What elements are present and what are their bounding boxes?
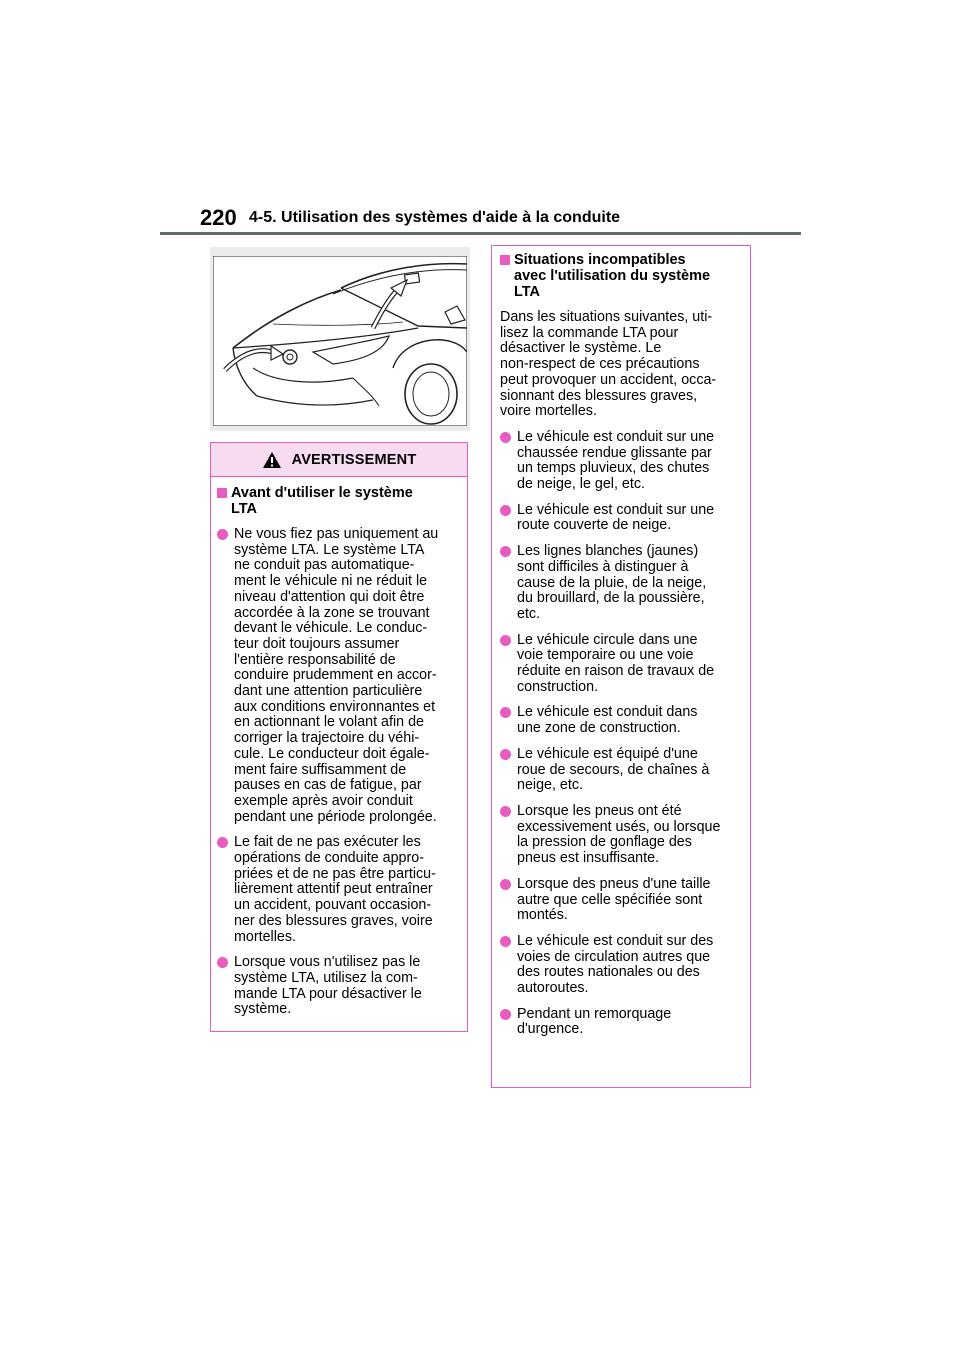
list-item: Le véhicule est conduit dans une zone de construction. [500,705,744,736]
incompatible-subheading: Situations incompatibles avec l'utilisation du système LTA [500,252,744,300]
car-front-camera-illustration-icon [213,256,467,426]
incompatible-situations-box [491,245,751,1088]
bullet-dot-icon [500,1009,511,1020]
warning-header [211,443,467,477]
list-item: Lorsque vous n'utilisez pas le système LTA, utilisez la com- mande LTA pour désactiver le système. [217,955,461,1018]
bullet-dot-icon [500,806,511,817]
list-item: Pendant un remorquage d'urgence. [500,1007,744,1038]
list-item: Le véhicule est conduit sur des voies de circulation autres que des routes nationales ou des autoroutes. [500,934,744,997]
bullet-dot-icon [217,529,228,540]
page-number: 220 [200,205,237,230]
bullet-dot-icon [500,879,511,890]
list-item: Ne vous fiez pas uniquement au système LTA. Le système LTA ne conduit pas automatique- ment le véhicule ni ne réduit le niveau d'attention qui doit être accordée à la zone se trouvant devant le véhicule. Le conduc- teur doit toujours assumer l'entière responsabilité de conduire prudemment en accor- dant une attention particulière aux conditions environnantes et en actionnant le volant afin de corriger la trajectoire du véhi- cule. Le conducteur doit égale- ment faire suffisamment de pauses en cas de fatigue, par exemple après avoir conduit pendant une période prolongée. [217,527,461,825]
bullet-dot-icon [500,432,511,443]
bullet-dot-icon [500,707,511,718]
car-illustration [210,247,470,431]
list-item: Le véhicule est équipé d'une roue de secours, de chaînes à neige, etc. [500,747,744,794]
list-item: Le véhicule circule dans une voie temporaire ou une voie réduite en raison de travaux de construction. [500,633,744,696]
list-item: Lorsque les pneus ont été excessivement usés, ou lorsque la pression de gonflage des pneus est insuffisante. [500,804,744,867]
warning-label: AVERTISSEMENT [291,451,417,468]
square-bullet-icon [217,488,227,498]
bullet-dot-icon [217,957,228,968]
warning-subheading: Avant d'utiliser le système LTA [217,485,461,517]
intro-paragraph: Dans les situations suivantes, uti- lisez la commande LTA pour désactiver le système. Le non-respect de ces précautions peut provoquer un accident, occa- sionnant des blessures graves, voire mortelles. [500,309,717,420]
bullet-dot-icon [217,837,228,848]
list-item: Les lignes blanches (jaunes) sont difficiles à distinguer à cause de la pluie, de la neige, du brouillard, de la poussière, etc. [500,544,744,623]
warning-box [210,442,468,1032]
list-item: Lorsque des pneus d'une taille autre que celle spécifiée sont montés. [500,877,744,924]
list-item: Le véhicule est conduit sur une chaussée rendue glissante par un temps pluvieux, des chutes de neige, le gel, etc. [500,430,744,493]
bullet-dot-icon [500,936,511,947]
list-item: Le fait de ne pas exécuter les opérations de conduite appro- priées et de ne pas être particu- lièrement attentif peut entraîner un accident, pouvant occasion- ner des blessures graves, voire mortelles. [217,835,461,945]
section-title: 4-5. Utilisation des systèmes d'aide à la conduite [249,209,621,226]
bullet-dot-icon [500,505,511,516]
square-bullet-icon [500,255,510,265]
warning-triangle-icon [262,451,282,469]
bullet-dot-icon [500,635,511,646]
bullet-dot-icon [500,546,511,557]
list-item: Le véhicule est conduit sur une route couverte de neige. [500,503,744,534]
header-divider [160,232,801,235]
bullet-dot-icon [500,749,511,760]
